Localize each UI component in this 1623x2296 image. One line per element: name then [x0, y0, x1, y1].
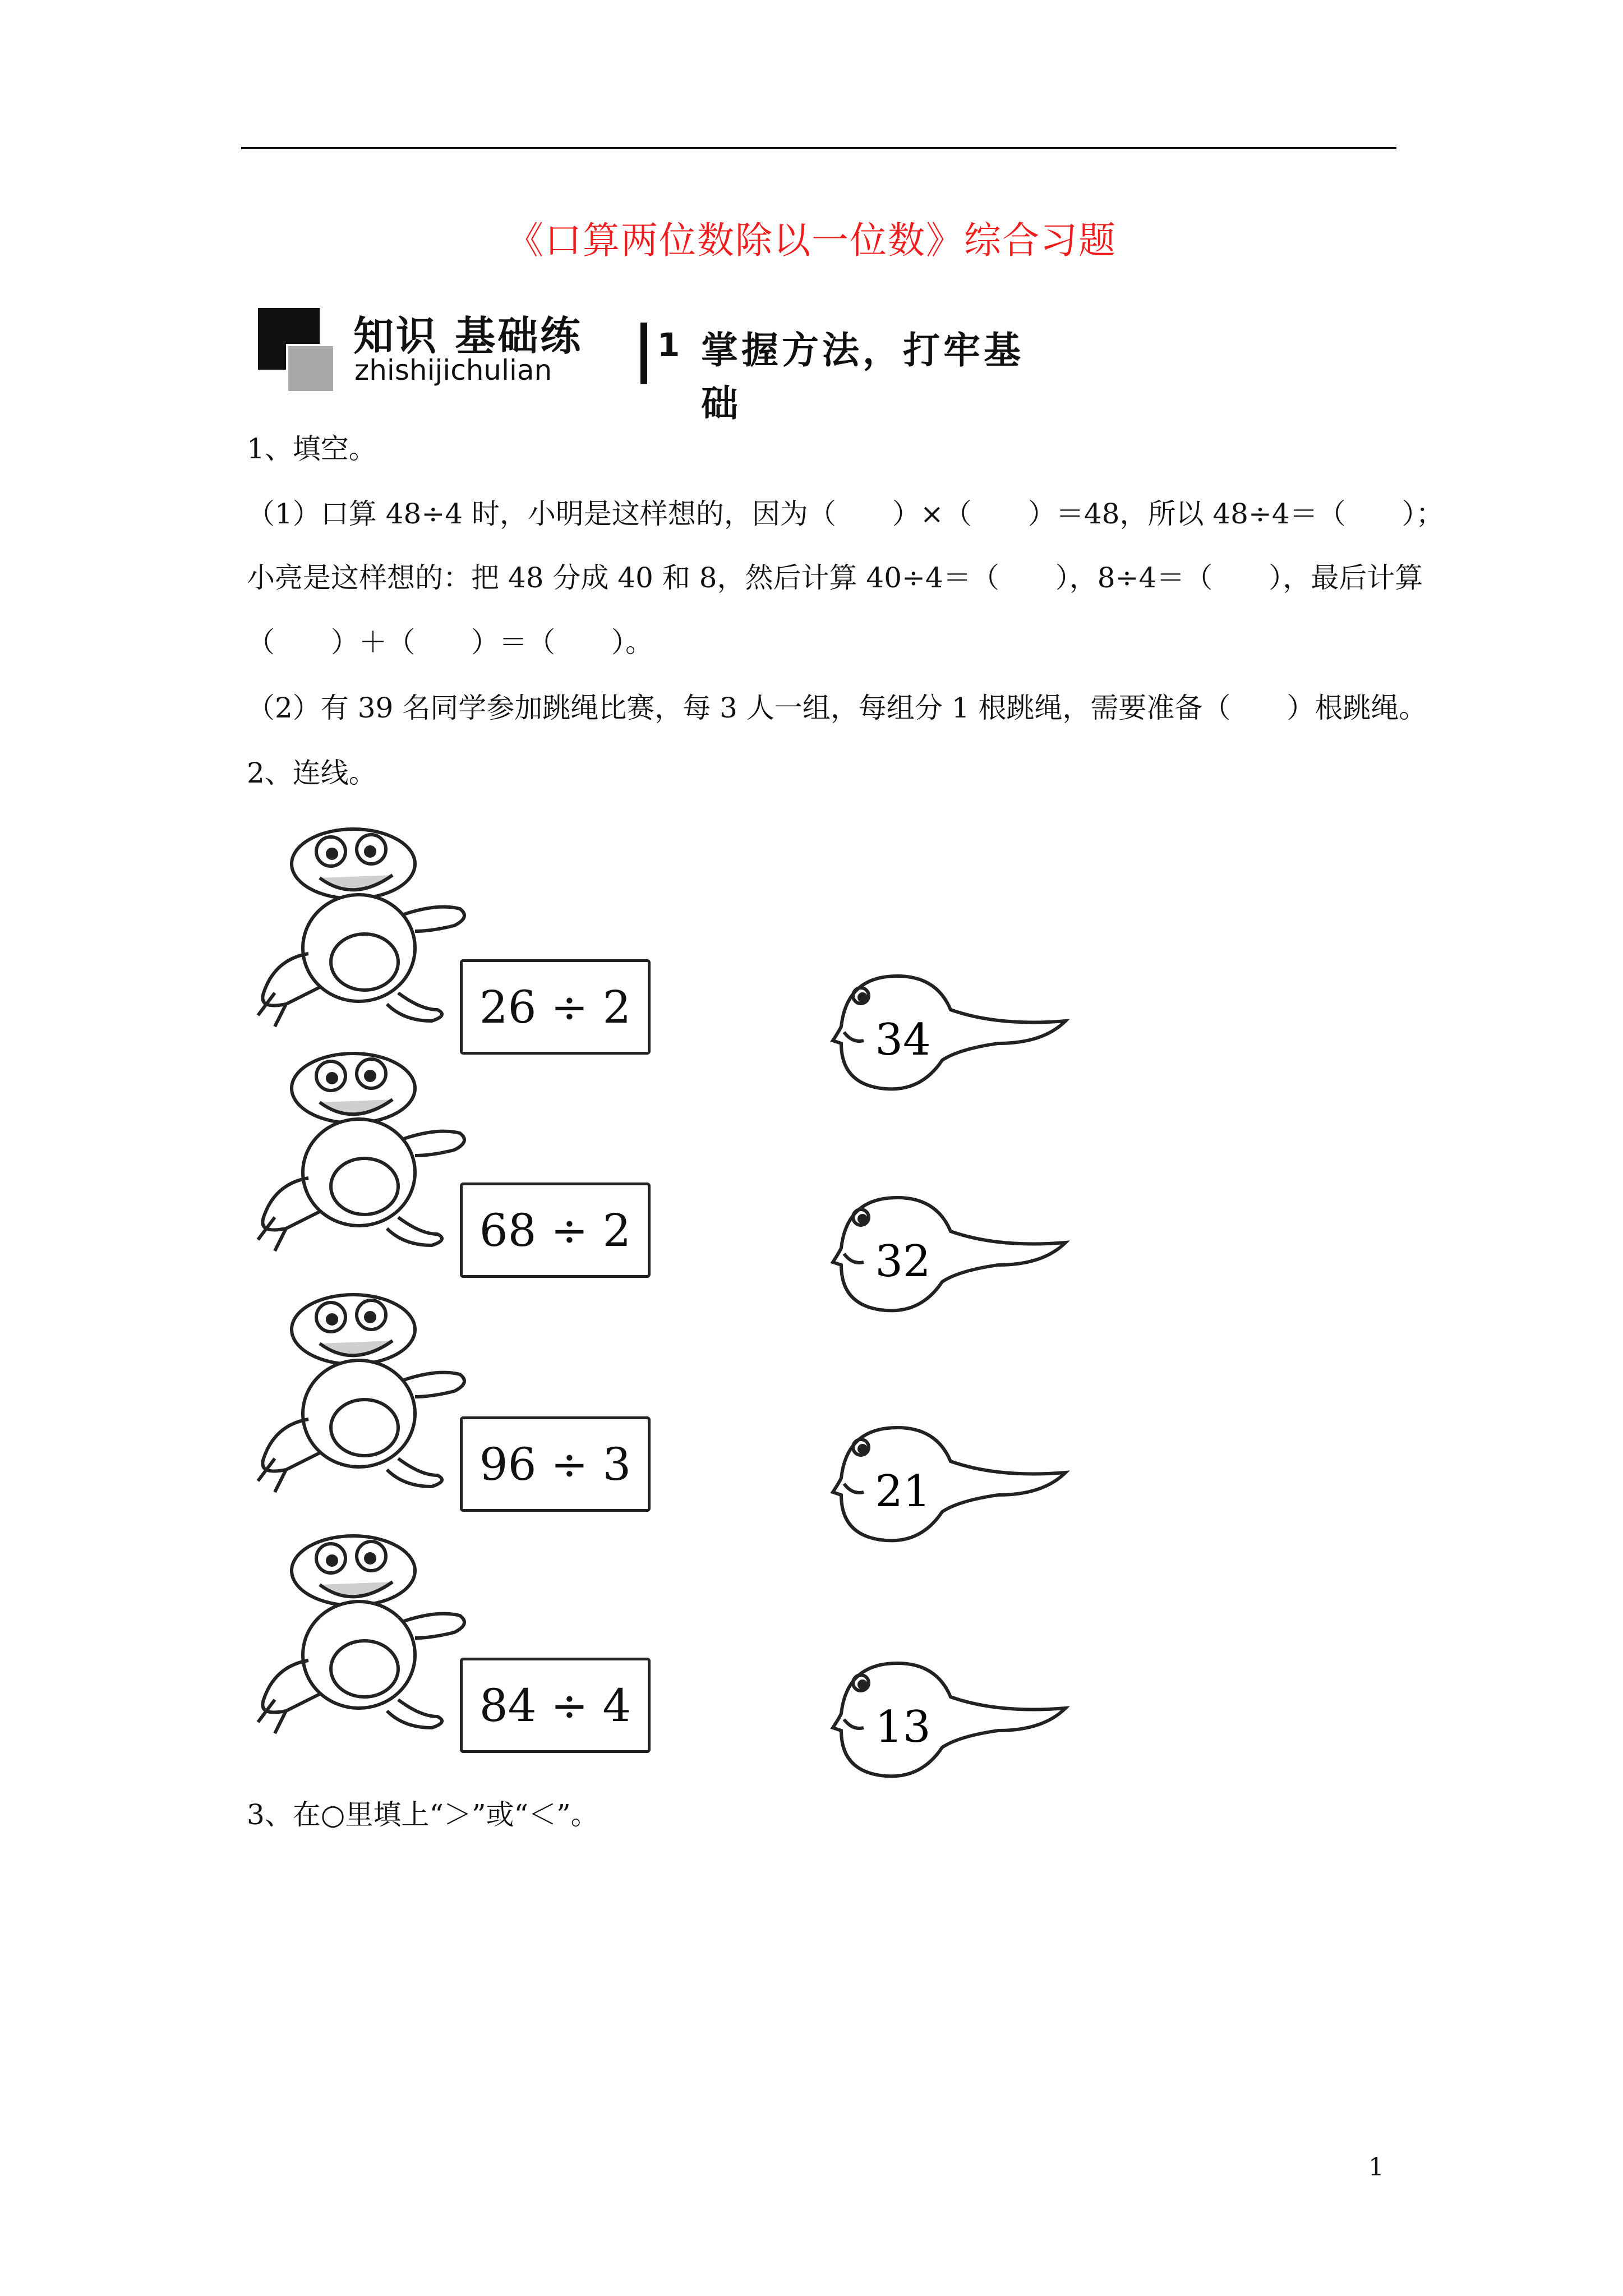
tadpole-answer-card[interactable] — [830, 1416, 1071, 1551]
header-rule — [241, 147, 1396, 149]
frog-illustration — [252, 1290, 488, 1509]
section-divider — [640, 323, 647, 384]
page-number: 1 — [1368, 2153, 1384, 2182]
expression-card[interactable]: 26 ÷ 2 — [460, 959, 651, 1055]
expression-card[interactable]: 68 ÷ 2 — [460, 1182, 651, 1278]
expression-card[interactable]: 96 ÷ 3 — [460, 1416, 651, 1512]
tadpole-answer: 32 — [875, 1236, 931, 1287]
document-title: 《口算两位数除以一位数》综合习题 — [506, 219, 1117, 262]
tadpole-answer: 21 — [875, 1466, 931, 1517]
expression-card[interactable]: 84 ÷ 4 — [460, 1658, 651, 1753]
tadpole-answer: 13 — [875, 1702, 931, 1752]
frog-illustration — [252, 1531, 488, 1750]
frog-illustration — [252, 825, 488, 1043]
frog-illustration — [252, 1049, 488, 1268]
section-label: 知识 基础练 — [353, 312, 583, 360]
tadpole-answer-card[interactable] — [830, 965, 1071, 1099]
q1-part1-line2: 小亮是这样想的：把 48 分成 40 和 8，然后计算 40÷4＝（ ），8÷4＝（ ），最后计算 — [247, 562, 1423, 594]
tadpole-answer: 34 — [875, 1015, 931, 1065]
tadpole-answer-card[interactable] — [830, 1652, 1071, 1787]
q1-part1-line1: （1）口算 48÷4 时，小明是这样想的，因为（ ）×（ ）＝48，所以 48÷4＝（ ）； — [247, 498, 1444, 530]
q1-heading: 1、填空。 — [247, 432, 377, 465]
section-header — [252, 300, 1038, 425]
q1-part2: （2）有 39 名同学参加跳绳比赛，每 3 人一组，每组分 1 根跳绳，需要准备（ ）根跳绳。 — [247, 692, 1427, 724]
q1-part1-line3: （ ）＋（ ）＝（ ）。 — [247, 626, 653, 659]
section-pinyin: zhishijichulian — [354, 354, 552, 386]
section-square-grey — [286, 344, 335, 393]
section-number: 1 — [657, 326, 680, 364]
section-slogan: 掌握方法，打牢基础 — [701, 329, 1024, 425]
tadpole-answer-card[interactable] — [830, 1186, 1071, 1321]
q2-heading: 2、连线。 — [247, 757, 377, 789]
q3-heading: 3、在○里填上“＞”或“＜”。 — [247, 1798, 599, 1831]
